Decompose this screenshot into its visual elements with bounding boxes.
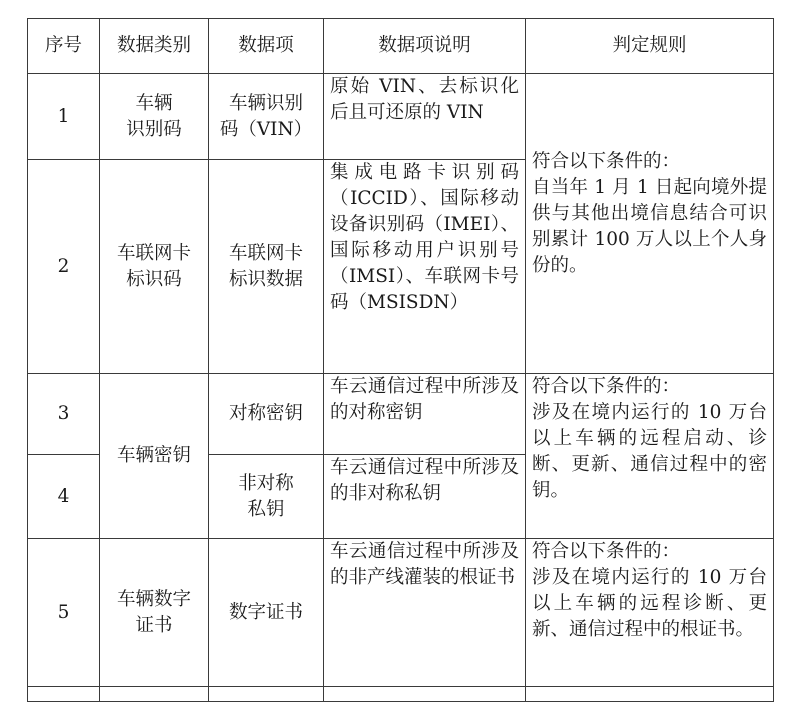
header-row [28, 19, 774, 74]
data-item-text: 车联网卡 标识数据 [228, 242, 303, 290]
data-category-cell [100, 74, 209, 160]
data-item-cell [209, 539, 324, 687]
header-item-description: 数据项说明 [324, 19, 526, 74]
data-item-text: 车辆识别 码（VIN） [219, 92, 313, 140]
data-item-text: 数字证书 [228, 601, 303, 623]
data-category-cell [100, 160, 209, 374]
data-category-text: 车辆 识别码 [126, 92, 182, 140]
item-description-cell: 车云通信过程中所涉及的非对称私钥 [324, 455, 526, 539]
data-item-text: 非对称 私钥 [238, 472, 294, 520]
data-item-cell [209, 160, 324, 374]
judgment-rule-cell [526, 374, 774, 539]
table-row [28, 74, 774, 160]
data-category-text: 车辆密钥 [116, 445, 191, 466]
data-category-cell [100, 374, 209, 539]
judgment-rule-text: 符合以下条件的： 涉及在境内运行的 10 万台以上车辆的远程诊断、更新、通信过程中的根证书。 [532, 541, 767, 640]
table-row [28, 374, 774, 455]
partial-cell [28, 687, 100, 702]
data-item-text: 对称密钥 [228, 403, 303, 424]
row-number: 5 [28, 539, 100, 687]
judgment-rule-text: 符合以下条件的： 涉及在境内运行的 10 万台以上车辆的远程启动、诊断、更新、通信过程中的密钥。 [532, 376, 767, 501]
item-description-cell: 车云通信过程中所涉及的对称密钥 [324, 374, 526, 455]
judgment-rule-text: 符合以下条件的： 自当年 1 月 1 日起向境外提供与其他出境信息结合可识别累计 100 万人以上个人身份的。 [532, 150, 767, 276]
header-data-category: 数据类别 [100, 19, 209, 74]
row-number: 1 [28, 74, 100, 160]
header-serial-no: 序号 [28, 19, 100, 74]
item-description-cell: 集成电路卡识别码（ICCID）、国际移动设备识别码（IMEI）、国际移动用户识别号（IMSI）、车联网卡号码（MSISDN） [324, 160, 526, 374]
data-item-cell [209, 74, 324, 160]
data-item-cell [209, 455, 324, 539]
data-category-cell [100, 539, 209, 687]
data-category-text: 车辆数字 证书 [116, 588, 191, 636]
data-classification-table [27, 18, 774, 702]
partial-cell [324, 687, 526, 702]
judgment-rule-cell [526, 74, 774, 374]
partial-cell [100, 687, 209, 702]
table-row [28, 539, 774, 687]
table-row-partial [28, 687, 774, 702]
header-judgment-rule: 判定规则 [526, 19, 774, 74]
data-item-cell [209, 374, 324, 455]
partial-cell [209, 687, 324, 702]
header-data-item: 数据项 [209, 19, 324, 74]
judgment-rule-cell [526, 539, 774, 687]
row-number: 4 [28, 455, 100, 539]
data-category-text: 车联网卡 标识码 [116, 242, 191, 290]
item-description-cell: 原始 VIN、去标识化后且可还原的 VIN [324, 74, 526, 160]
partial-cell [526, 687, 774, 702]
row-number: 2 [28, 160, 100, 374]
row-number: 3 [28, 374, 100, 455]
item-description-cell: 车云通信过程中所涉及的非产线灌装的根证书 [324, 539, 526, 687]
